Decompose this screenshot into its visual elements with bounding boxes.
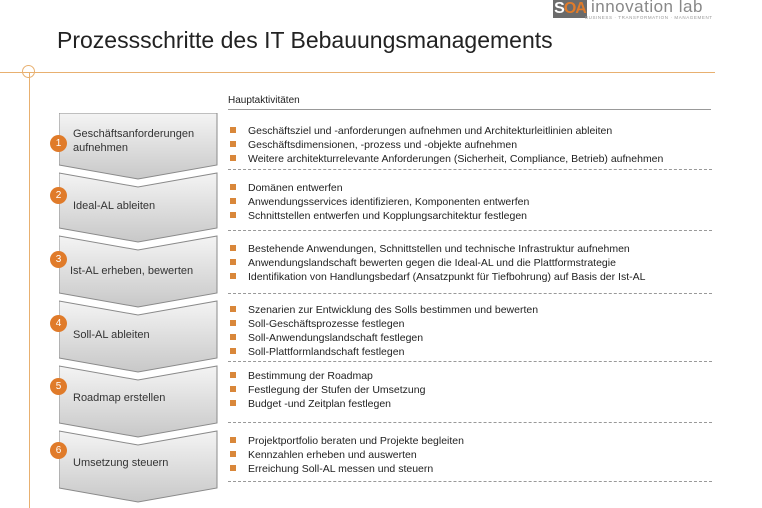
list-item: Soll-Plattformlandschaft festlegen [228,345,538,359]
left-guide-line [29,72,30,508]
step-number-3: 3 [50,251,67,268]
separator [228,481,712,482]
separator [228,230,712,231]
logo-mark: SOA [554,0,586,17]
step-label-6: Umsetzung steuern [73,457,169,469]
list-item: Festlegung der Stufen der Umsetzung [228,383,425,397]
list-item: Soll-Geschäftsprozesse festlegen [228,317,538,331]
activities-step-1 [228,124,663,166]
step-number-2: 2 [50,187,67,204]
list-item: Identifikation von Handlungsbedarf (Ansatzpunkt für Tiefbohrung) auf Basis der Ist-AL [228,270,645,284]
list-item: Anwendungslandschaft bewerten gegen die Ideal-AL und die Plattformstrategie [228,256,645,270]
page-title: Prozessschritte des IT Bebauungsmanagements [57,27,553,53]
activities-step-6 [228,434,464,476]
step-label-2: Ideal-AL ableiten [73,200,156,212]
crosshair-icon [22,65,35,78]
column-header: Hauptaktivitäten [228,95,300,106]
separator [228,361,712,362]
list-item: Szenarien zur Entwicklung des Solls bestimmen und bewerten [228,303,538,317]
list-item: Anwendungsservices identifizieren, Komponenten entwerfen [228,195,529,209]
separator [228,422,712,423]
activities-step-4 [228,303,538,359]
separator [228,169,712,170]
list-item: Kennzahlen erheben und auswerten [228,448,464,462]
separator [228,293,712,294]
step-number-6: 6 [50,442,67,459]
list-item: Soll-Anwendungslandschaft festlegen [228,331,538,345]
header-divider [0,72,715,73]
activities-step-2 [228,181,529,223]
logo-tagline: BUSINESS · TRANSFORMATION · MANAGEMENT [585,15,713,20]
step-label-3: Ist-AL erheben, bewerten [70,265,194,277]
list-item: Domänen entwerfen [228,181,529,195]
process-chevrons [59,113,219,505]
step-number-4: 4 [50,315,67,332]
list-item: Budget -und Zeitplan festlegen [228,397,425,411]
list-item: Projektportfolio beraten und Projekte begleiten [228,434,464,448]
list-item: Geschäftsdimensionen, -prozess und -objekte aufnehmen [228,138,663,152]
list-item: Weitere architekturrelevante Anforderungen (Sicherheit, Compliance, Betrieb) aufnehmen [228,152,663,166]
step-label-5: Roadmap erstellen [73,392,166,404]
step-number-1: 1 [50,135,67,152]
logo-name: innovation lab [591,0,703,16]
column-header-underline [228,109,711,110]
step-label-4: Soll-AL ableiten [73,329,150,341]
activities-step-5 [228,369,425,411]
step-number-5: 5 [50,378,67,395]
list-item: Schnittstellen entwerfen und Kopplungsarchitektur festlegen [228,209,529,223]
list-item: Erreichung Soll-AL messen und steuern [228,462,464,476]
step-label-1: Geschäftsanforderungen aufnehmen [73,128,195,154]
list-item: Bestimmung der Roadmap [228,369,425,383]
activities-step-3 [228,242,645,284]
list-item: Geschäftsziel und -anforderungen aufnehmen und Architekturleitlinien ableiten [228,124,663,138]
list-item: Bestehende Anwendungen, Schnittstellen und technische Infrastruktur aufnehmen [228,242,645,256]
